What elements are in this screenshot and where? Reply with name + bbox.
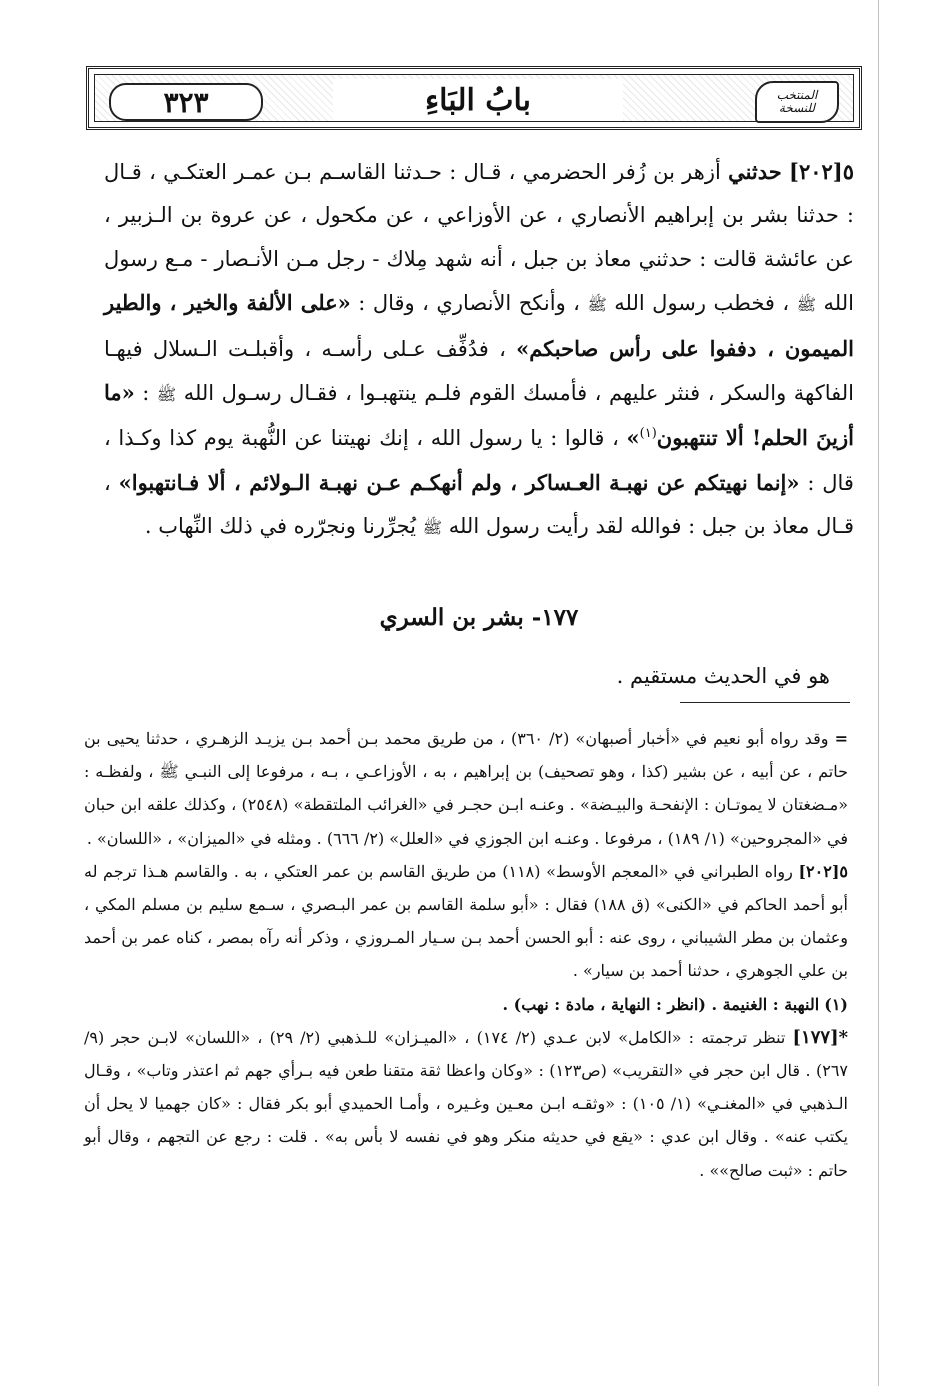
hadith-body xyxy=(104,150,854,550)
continuation-mark: = xyxy=(834,729,849,748)
page-number-cartouche xyxy=(109,83,263,121)
note-177 xyxy=(84,1021,848,1187)
hadith-quote-2-end: » xyxy=(626,425,640,451)
section-text: هو في الحديث مستقيم . xyxy=(616,664,830,688)
hadith-paragraph xyxy=(104,150,854,550)
chapter-title: بابُ البَاءِ xyxy=(425,82,531,118)
footnote-1-text: النهبة : الغنيمة . (انظر : النهاية ، مادة : نهب) . xyxy=(502,994,820,1014)
hadith-text-6: ، قالوا : يا رسول الله ، إنك نهيتنا عن النُّهبة يوم كذا وكـذا ، قال : xyxy=(104,426,854,495)
header-ornament-band xyxy=(94,74,854,122)
hadith-text-4: ، فدُفِّف عـلى رأسـه ، وأقبلـت الـسلال فيهـا الفاكهة والسكر ، فنثر عليهم ، فأمسك القوم فلـم ينتهبـوا ، فقـال رسـول الله xyxy=(104,336,854,406)
page-number: ٣٢٣ xyxy=(163,85,209,119)
hadith-opening: حدثني xyxy=(728,159,782,184)
footnote-ref[interactable]: (١) xyxy=(639,426,657,442)
page-header xyxy=(86,66,862,130)
note-177-mark: *[١٧٧] xyxy=(792,1026,848,1048)
hadith-text-2: ، فخطب رسول الله xyxy=(614,291,790,316)
note-continuation xyxy=(84,722,848,855)
chapter-title-box xyxy=(333,79,623,121)
note-202-text: رواه الطبراني في «المعجم الأوسط» (١١٨) من طريق القاسم بن عمر العتكي ، به . والقاسم هـذا ترجم له أبو أحمد الحاكم في «الكنى» (ق ١٨٨) فقال : «أبو سلمة القاسم بن عمر البـصري ، سـمع سليم بن مسلم المكي ، وعثمان بن مطر الشيباني ، روى عنه : أبو الحسن أحمد بـن سـيار المـروزي ، وذكر أنه رآه بمصر ، كناه عمر بن أحمد بن علي الجوهري ، حدثنا أحمد بن سيار» . xyxy=(84,861,848,981)
praise-symbol: ﷺ xyxy=(422,518,443,538)
hadith-text-3: ، وأنكح الأنصاري ، وقال : xyxy=(358,291,580,316)
hadith-quote-1: «على الألفة والخير ، والطير الميمون ، دففوا على رأس صاحبكم» xyxy=(104,290,854,361)
footnotes xyxy=(84,722,848,1187)
hadith-quote-3: «إنما نهيتكم عن نهبـة العـساكر ، ولم أنهكـم عـن نهبـة الـولائم ، ألا فـانتهبوا» xyxy=(118,469,800,495)
praise-symbol: ﷺ xyxy=(796,295,817,315)
hadith-text-7: ، قـال معاذ بن جبل : فوالله لقد رأيت رسول الله xyxy=(104,470,854,539)
footnote-1-mark: (١) xyxy=(824,994,848,1014)
publisher-logo xyxy=(755,81,839,123)
praise-symbol: ﷺ xyxy=(159,762,179,782)
hadith-text-1: أزهر بن زُفر الحضرمي ، قـال : حـدثنا القاسـم بـن عمـر العتكـي ، قـال : حدثنا بشر بن إبراهيم الأنصاري ، عن الأوزاعي ، عن مكحول ، عن عروة بن الـزبير ، عن عائشة قالت : حدثني معاذ بن جبل ، أنه شهد مِلاك - رجل مـن الأنـصار - مـع رسول الله xyxy=(104,160,854,316)
continuation-text-1: وقد رواه أبو نعيم في «أخبار أصبهان» (٢/ ٣٦٠) ، من طريق محمد بـن أحمد بـن يزيـد الزهـري ، حدثنا يحيى بن حاتم ، عن أبيه ، عن بشير (كذا ، وهو تصحيف) بن إبراهيم ، به ، الأوزاعـي ، بـه ، مرفوعا إلى النبـي xyxy=(84,729,848,782)
hadith-quote-2: «ما أزينَ الحلم! ألا تنتهبون xyxy=(104,380,854,451)
hadith-number: ٥[٢٠٢] xyxy=(789,159,854,184)
logo-line-2: للنسخة xyxy=(778,101,816,115)
praise-symbol: ﷺ xyxy=(156,385,177,405)
logo-line-1: المنتخب xyxy=(776,88,818,103)
section-heading: ١٧٧- بشر بن السري xyxy=(379,604,579,631)
page-edge-line xyxy=(878,0,879,1386)
hadith-text-5: : xyxy=(142,381,150,406)
note-202 xyxy=(84,855,848,988)
note-202-mark: ٥[٢٠٢] xyxy=(798,861,848,881)
continuation-text-2: ، ولفظـه : «مـضغتان لا يموتـان : الإنفحـة والبيـضة» . وعنـه ابـن حجـر في «الغرائب الملتقطة» (٢٥٤٨) ، وكذلك علقه ابن حبان في «المجروحين» (١/ ١٨٩) ، مرفوعا . وعنـه ابن الجوزي في «العلل» (٢/ ٦٦٦) . ومثله في «الميزان» ، «اللسان» . xyxy=(84,762,849,848)
praise-symbol: ﷺ xyxy=(587,295,607,315)
hadith-text-8: يُجرِّرنا ونجرّره في ذلك النِّهاب . xyxy=(144,514,416,539)
footnote-1 xyxy=(84,988,848,1021)
note-177-text: تنظر ترجمته : «الكامل» لابن عـدي (٢/ ١٧٤) ، «الميـزان» للـذهبي (٢/ ٢٩) ، «اللسان» لابـن حجر (٩/ ٢٦٧) . قال ابن حجر في «التقريب» (ص١٢٣) : «وكان واعظا ثقة متقنا طعن فيه بـرأي جهم ثم اعتذر وتاب» ، وقـال الـذهبي في «المغنـي» (١/ ١٠٥) : «وثقـه ابـن معـين وغـيره ، وأمـا الحميدي أبو بكر فقال : «كان جهميا لا يحل أن يكتب عنه» . وقال ابن عدي : «يقع في حديثه منكر وهو في نفسه لا بأس به» . قلت : رجع عن التجهم ، وقال أبو حاتم : «ثبت صالح»» . xyxy=(84,1027,848,1180)
footnote-divider xyxy=(680,702,850,703)
